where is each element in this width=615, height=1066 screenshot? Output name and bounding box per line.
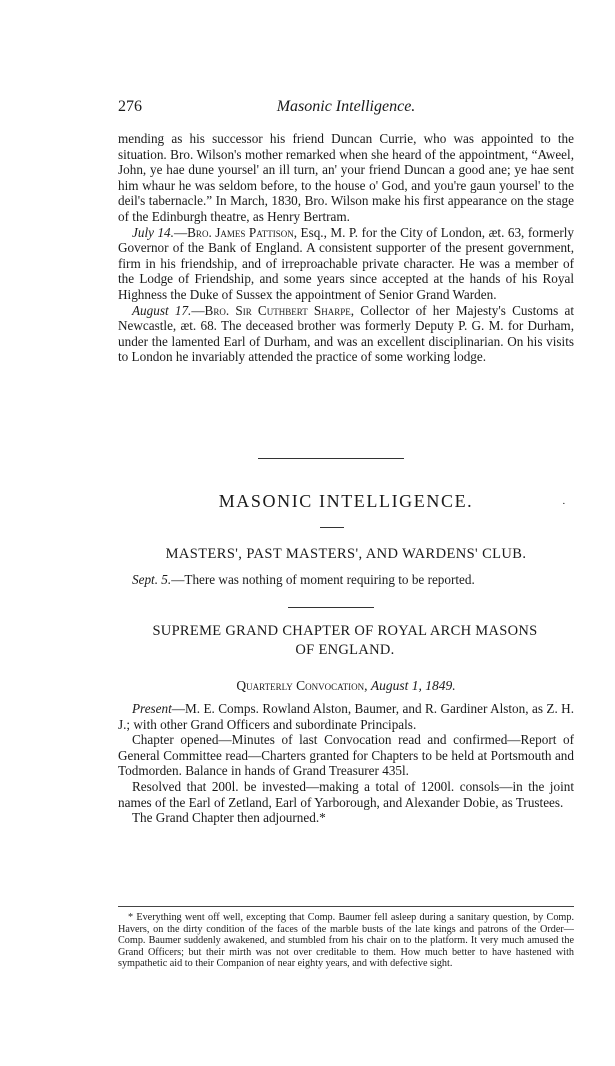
- obituary-text-sharpe: Collector of her Majesty's Customs at Newcastle, æt. 68. The deceased brother was formerly Deputy P. G. M. for Durham, under the lamented Earl of Durham, and was an excellent disciplinarian. On his visits to London he invariably attended the practice of some working lodge.: [118, 302, 575, 365]
- present-paragraph: [118, 701, 574, 732]
- obituary-name-sharpe: —Bro. Sir Cuthbert Sharpe,: [191, 302, 355, 318]
- running-title: Masonic Intelligence.: [276, 98, 416, 115]
- footnote-text: * Everything went off well, excepting that Comp. Baumer fell asleep during a sanitary question, by Comp. Havers, on the dirty condition of the faces of the marble busts of the late kings and patrons of the Order—Comp. Baumer suddenly awakened, and stumbled from his chair on to the platform. It very much amused the Grand Officers; but their mirth was not over creditable to them. How much better to have hastened with sympathetic aid to their Companion of near eighty years, and with defective sight.: [118, 912, 574, 970]
- footnote-rule: [118, 906, 574, 907]
- obituary-date-pattison: July 14.: [132, 224, 174, 240]
- chapter-heading-line-2: OF ENGLAND.: [295, 642, 395, 658]
- obituary-paragraph-wilson: mending as his successor his friend Duncan Currie, who was appointed to the situation. Bro. Wilson's mother remarked when she heard of the appointment, “Aweel, John, ye hae dune yoursel' an ill turn, an' your friend Duncan a good ane; ye hae sent him whaur he was seldom before, to the house o' God, and you're gaun yoursel' to the deil's tabernacle.” In March, 1830, Bro. Wilson make his first appearance on the stage of the Edinburgh theatre, as Henry Bertram.: [118, 131, 574, 224]
- stray-print-mark: ·: [562, 498, 566, 510]
- present-text: —M. E. Comps. Rowland Alston, Baumer, and R. Gardiner Alston, as Z. H. J.; with other Grand Officers and subordinate Principals.: [118, 701, 574, 732]
- page-number: 276: [118, 98, 142, 115]
- chapter-opened-paragraph: Chapter opened—Minutes of last Convocation read and confirmed—Report of General Committee read—Charters granted for Chapters to be held at Portsmouth and Todmorden. Balance in hands of Grand Treasurer 435l.: [118, 732, 574, 779]
- obituary-name-pattison: —Bro. James Pattison,: [173, 224, 298, 240]
- running-head: [118, 98, 574, 120]
- club-heading: MASTERS', PAST MASTERS', AND WARDENS' CLUB.: [165, 546, 527, 562]
- convocation-date: August 1, 1849.: [370, 678, 456, 693]
- club-divider-rule: [288, 607, 374, 608]
- chapter-heading: [110, 622, 580, 660]
- adjourned-paragraph: The Grand Chapter then adjourned.*: [132, 810, 326, 826]
- club-date: Sept. 5.: [132, 572, 172, 587]
- obituary-paragraph-pattison: [118, 225, 574, 303]
- convocation-label: Quarterly Convocation,: [236, 678, 368, 693]
- obituary-paragraph-sharpe: [118, 303, 574, 365]
- footnote: [118, 912, 574, 970]
- present-label: Present: [132, 701, 172, 716]
- resolved-paragraph: Resolved that 200l. be invested—making a total of 1200l. consols—in the joint names of the Earl of Zetland, Earl of Yarborough, and Alexander Dobie, as Trustees.: [118, 778, 574, 810]
- convocation-heading: [118, 678, 574, 694]
- obituary-date-sharpe: August 17.: [132, 302, 192, 318]
- title-short-rule: [320, 527, 344, 528]
- obituary-text-pattison: Esq., M. P. for the City of London, æt. 63, formerly Governor of the Bank of England. A consistent supporter of the present government, firm in his friendship, and of irreproachable private character. He was a member of the Lodge of Friendship, and some years since accepted at the hands of his Royal Highness the Duke of Sussex the appointment of Senior Grand Warden.: [118, 224, 574, 302]
- club-report: [118, 572, 574, 588]
- obituary-section: [118, 131, 574, 365]
- section-title: MASONIC INTELLIGENCE.: [218, 491, 474, 511]
- chapter-heading-line-1: SUPREME GRAND CHAPTER OF ROYAL ARCH MASONS: [152, 623, 538, 639]
- chapter-report: [118, 701, 574, 826]
- section-divider-rule: [258, 458, 404, 459]
- club-text: —There was nothing of moment requiring to be reported.: [171, 572, 475, 587]
